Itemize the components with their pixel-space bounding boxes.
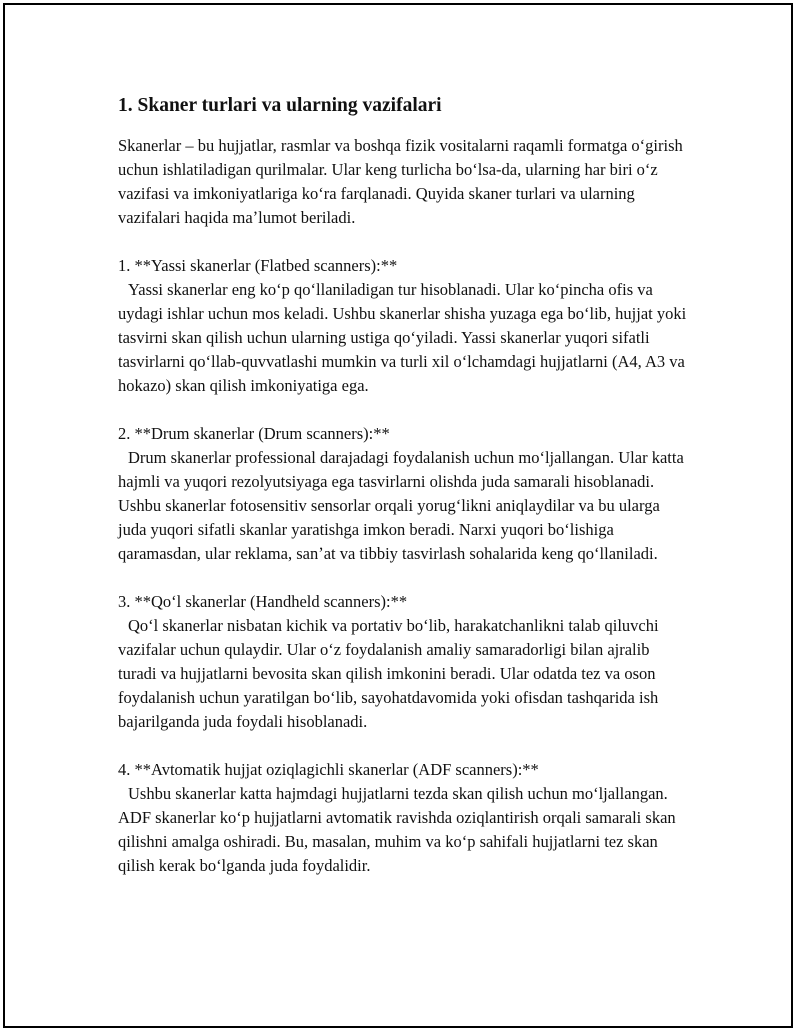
- section-handheld: [118, 590, 688, 734]
- section-heading: 4. **Avtomatik hujjat oziqlagichli skanerlar (ADF scanners):**: [118, 760, 539, 779]
- section-text: Ushbu skanerlar katta hajmdagi hujjatlarni tezda skan qilish uchun moʻljallangan. ADF skanerlar koʻp hujjatlarni avtomatik ravishda oziqlantirish orqali samarali skan qilishni amalga oshiradi. Bu, masalan, muhim va koʻp sahifali hujjatlarni tez skan qilish kerak boʻlganda juda foydalidir.: [118, 784, 676, 875]
- section-heading: 3. **Qoʻl skanerlar (Handheld scanners):**: [118, 592, 408, 611]
- document-body: [118, 92, 688, 878]
- section-drum: [118, 422, 688, 566]
- section-flatbed: [118, 254, 688, 398]
- section-heading: 1. **Yassi skanerlar (Flatbed scanners):**: [118, 256, 398, 275]
- section-adf: [118, 758, 688, 878]
- intro-paragraph: Skanerlar – bu hujjatlar, rasmlar va boshqa fizik vositalarni raqamli formatga oʻgirish uchun ishlatiladigan qurilmalar. Ular keng turlicha boʻlsa-da, ularning har biri oʻz vazifasi va imkoniyatlariga koʻra farqlanadi. Quyida skaner turlari va ularning vazifalari haqida maʼlumot beriladi.: [118, 136, 683, 227]
- section-text: Qoʻl skanerlar nisbatan kichik va portativ boʻlib, harakatchanlikni talab qiluvchi vazifalar uchun qulaydir. Ular oʻz foydalanish amaliy samaradorligi bilan ajralib turadi va hujjatlarni bevosita skan qilish imkonini beradi. Ular odatda tez va oson foydalanish uchun yaratilgan boʻlib, sayohatdavomida yoki ofisdan tashqarida ish bajarilganda juda foydali hisoblanadi.: [118, 616, 659, 731]
- section-text: Yassi skanerlar eng koʻp qoʻllaniladigan tur hisoblanadi. Ular koʻpincha ofis va uydagi ishlar uchun mos keladi. Ushbu skanerlar shisha yuzaga ega boʻlib, hujjat yoki tasvirni skan qilish uchun ularning ustiga qoʻyiladi. Yassi skanerlar yuqori sifatli tasvirlarni qoʻllab-quvvatlashi mumkin va turli xil oʻlchamdagi hujjatlarni (A4, A3 va hokazo) skan qilish imkoniyatiga ega.: [118, 280, 687, 395]
- section-heading: 2. **Drum skanerlar (Drum scanners):**: [118, 424, 390, 443]
- section-text: Drum skanerlar professional darajadagi foydalanish uchun moʻljallangan. Ular katta hajmli va yuqori rezolyutsiyaga ega tasvirlarni olishda juda samarali hisoblanadi. Ushbu skanerlar fotosensitiv sensorlar orqali yorugʻlikni aniqlaydilar va bu ularga juda yuqori sifatli skanlar yaratishga imkon beradi. Narxi yuqori boʻlishiga qaramasdan, ular reklama, sanʼat va tibbiy tasvirlash sohalarida keng qoʻllaniladi.: [118, 448, 684, 563]
- document-title: 1. Skaner turlari va ularning vazifalari: [118, 95, 442, 116]
